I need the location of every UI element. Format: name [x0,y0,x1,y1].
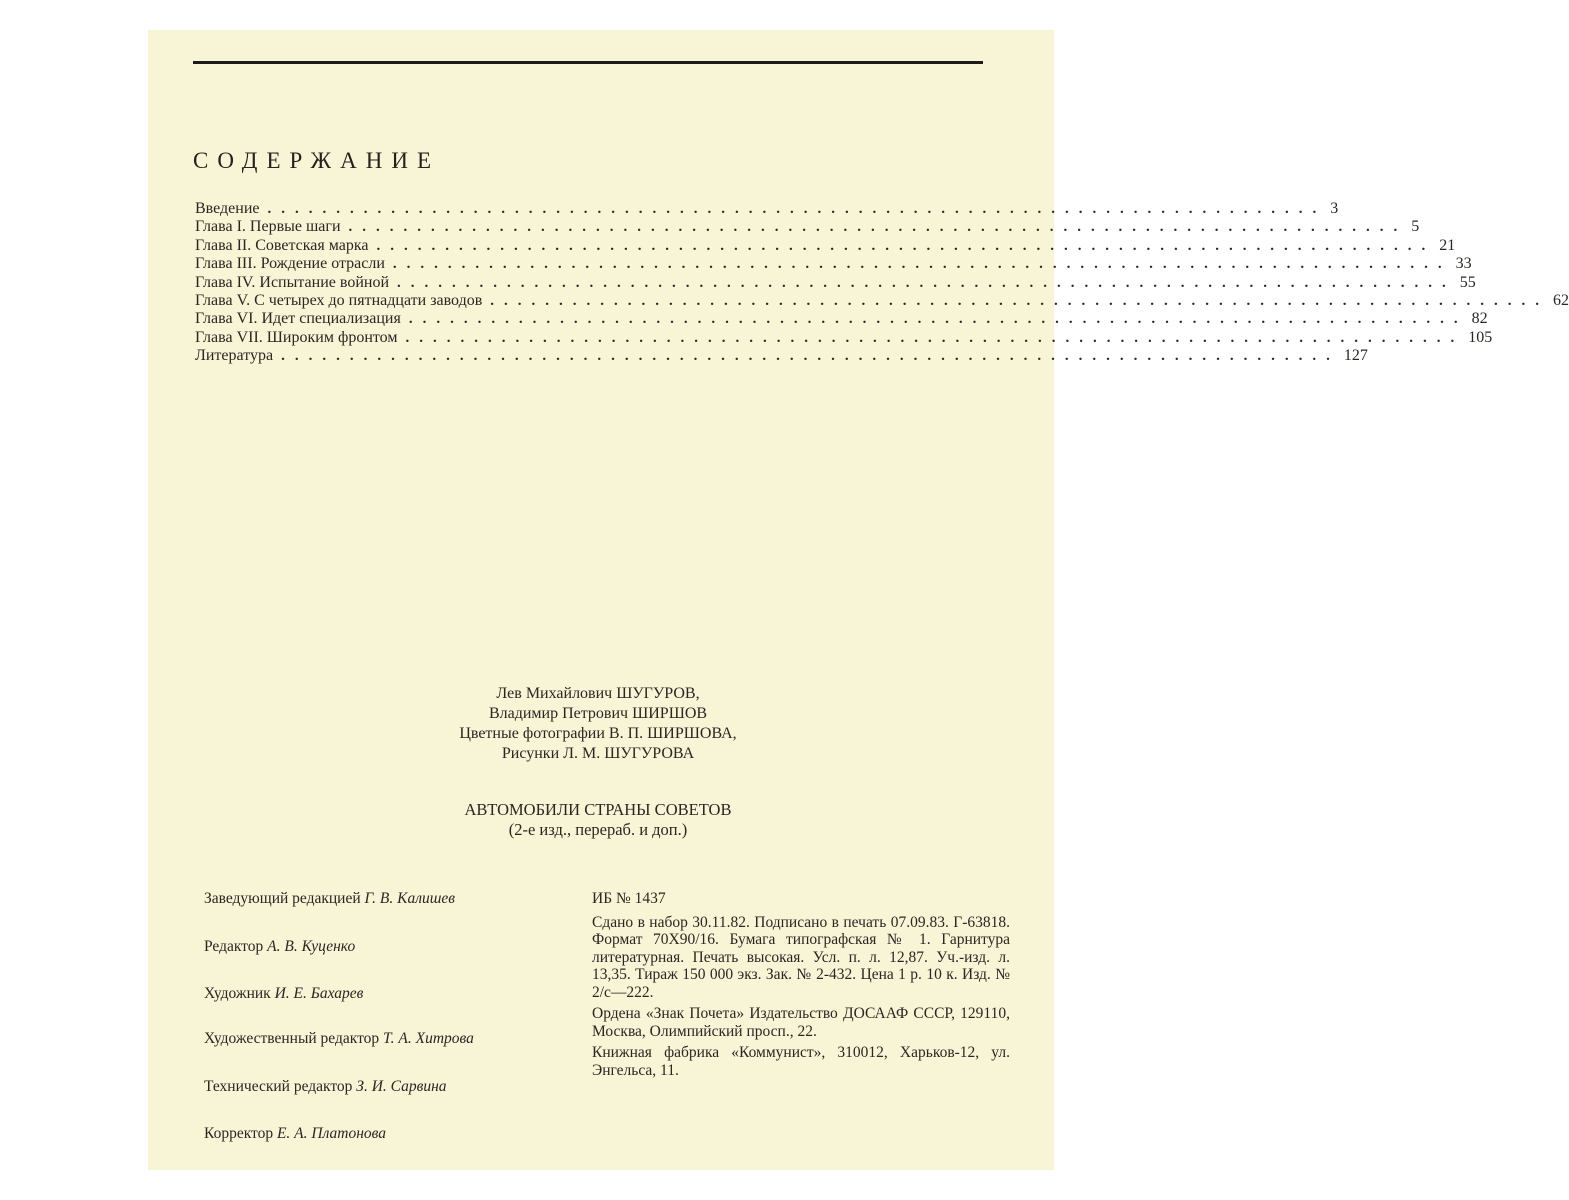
staff-role: Технический редактор [204,1078,353,1095]
toc-item-page: 3 [1330,200,1339,217]
staff-name: А. В. Куценко [267,938,356,955]
book-title: АВТОМОБИЛИ СТРАНЫ СОВЕТОВ [464,800,732,819]
toc-item-page: 105 [1468,328,1493,346]
imprint-print-details: Сдано в набор 30.11.82. Подписано в печать 07.09.83. Г-63818. Формат 70Х90/16. Бумага типографская № 1. Гарнитура литературная. Печать высокая. Усл. п. л. 12,87. Уч.-изд. л. 13,35. Тираж 150 000 экз. Зак. № 2-432. Цена 1 р. 10 к. Изд. № 2/с—222. [592,913,1010,1001]
staff-line [204,890,455,908]
toc-item-label: Введение [195,200,260,217]
credit-line: Владимир Петрович ШИРШОВ [488,705,708,722]
credit-line: Рисунки Л. М. ШУГУРОВА [501,745,695,762]
toc-title: СОДЕРЖАНИЕ [193,148,441,173]
imprint-printer: Книжная фабрика «Коммунист», 310012, Харьков-12, ул. Энгельса, 11. [592,1044,1010,1079]
toc-item [195,236,1456,255]
staff-name: Е. А. Платонова [276,1125,387,1142]
top-rule [193,61,983,64]
staff-role: Редактор [204,938,264,955]
toc-item-label: Глава III. Рождение отрасли [195,255,385,273]
toc-item [195,347,1368,365]
staff-role: Корректор [204,1125,274,1142]
toc-item [195,200,1339,218]
toc-item-page: 62 [1553,291,1569,309]
toc-item [195,310,1488,328]
staff-role: Художник [204,985,271,1002]
toc-item-label: Глава V. С четырех до пятнадцати заводов [195,291,483,309]
toc-leader-dots: ............................................................................. [348,219,1408,236]
toc-item-label: Глава IV. Испытание войной [195,273,390,291]
staff-line [204,985,363,1003]
toc-leader-dots: ............................................................................. [408,311,1468,328]
staff-line [204,1030,474,1048]
toc-item-page: 5 [1411,218,1420,236]
toc-item [195,328,1493,347]
staff-name: Т. А. Хитрова [383,1030,474,1047]
toc-item-page: 127 [1343,347,1368,365]
book-page [148,30,1569,1170]
staff-name: З. И. Сарвина [356,1078,447,1095]
staff-name: Г. В. Калишев [364,890,456,907]
toc-item-label: Глава II. Советская марка [195,236,369,254]
toc-item-label: Глава VII. Широким фронтом [195,328,398,346]
imprint-ib-number: ИБ № 1437 [592,890,666,907]
staff-line [204,1078,447,1096]
staff-line [204,1125,386,1143]
toc-leader-dots: ............................................................................. [267,201,1327,217]
credit-line: Цветные фотографии В. П. ШИРШОВА, [459,725,737,742]
table-of-contents [195,200,1569,366]
book-title-block [378,800,818,840]
imprint-block [592,890,1010,1083]
toc-leader-dots: ............................................................................. [490,292,1550,309]
toc-item [195,218,1420,236]
toc-item [195,273,1476,292]
toc-item [195,291,1569,310]
author-credits [378,684,818,764]
staff-role: Заведующий редакцией [204,890,361,907]
toc-leader-dots: ............................................................................. [281,348,1340,365]
toc-item-page: 33 [1455,255,1472,273]
toc-item-page: 21 [1439,236,1456,254]
toc-item-page: 82 [1471,310,1488,328]
toc-leader-dots: ............................................................................. [376,237,1436,254]
toc-leader-dots: ............................................................................. [405,329,1465,346]
staff-name: И. Е. Бахарев [274,985,364,1002]
staff-line [204,938,355,956]
toc-leader-dots: ............................................................................. [397,274,1456,291]
toc-item [195,255,1472,273]
staff-role: Художественный редактор [204,1030,380,1047]
book-edition: (2-е изд., перераб. и доп.) [508,820,688,839]
toc-leader-dots: ............................................................................. [392,256,1452,273]
toc-item-label: Литература [195,347,274,365]
toc-item-page: 55 [1459,273,1476,291]
imprint-publisher: Ордена «Знак Почета» Издательство ДОСААФ СССР, 129110, Москва, Олимпийский просп., 22. [592,1005,1010,1040]
credit-line: Лев Михайлович ШУГУРОВ, [496,685,700,702]
toc-item-label: Глава I. Первые шаги [195,218,341,236]
toc-item-label: Глава VI. Идет специализация [195,310,401,328]
